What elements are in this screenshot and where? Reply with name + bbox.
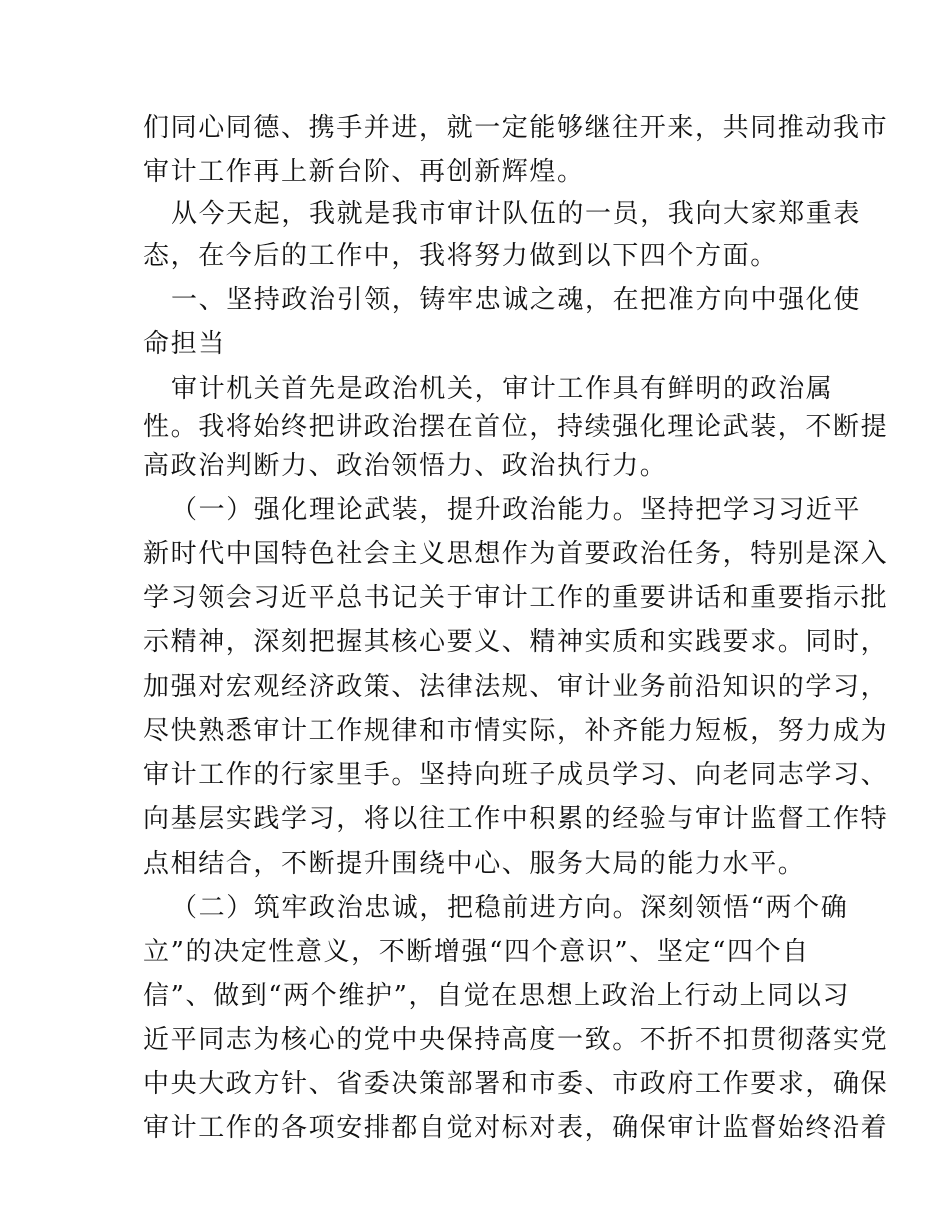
text-line: 态，在今后的工作中，我将努力做到以下四个方面。 <box>143 241 778 271</box>
text-line: 新时代中国特色社会主义思想作为首要政治任务，特别是深入 <box>143 539 889 569</box>
text-line: 审计工作的行家里手。坚持向班子成员学习、向老同志学习、 <box>143 760 889 790</box>
text-line: 中央大政方针、省委决策部署和市委、市政府工作要求，确保 <box>143 1069 889 1099</box>
text-line: 加强对宏观经济政策、法律法规、审计业务前沿知识的学习， <box>143 672 889 702</box>
text-line: 近平同志为核心的党中央保持高度一致。不折不扣贯彻落实党 <box>143 1025 889 1055</box>
text-line: 高政治判断力、政治领悟力、政治执行力。 <box>143 451 668 481</box>
section-heading-line: 一、坚持政治引领，铸牢忠诚之魂，在把准方向中强化使 <box>171 285 862 315</box>
text-line: 尽快熟悉审计工作规律和市情实际，补齐能力短板，努力成为 <box>143 716 889 746</box>
text-line: 立”的决定性意义，不断增强“四个意识”、坚定“四个自 <box>143 937 810 967</box>
text-line: 向基层实践学习，将以往工作中积累的经验与审计监督工作特 <box>143 804 889 834</box>
text-line: 性。我将始终把讲政治摆在首位，持续强化理论武装，不断提 <box>143 412 889 442</box>
text-line: 审计机关首先是政治机关，审计工作具有鲜明的政治属 <box>171 374 834 404</box>
text-line: 点相结合，不断提升围绕中心、服务大局的能力水平。 <box>143 849 806 879</box>
subsection-line: （一）强化理论武装，提升政治能力。坚持把学习习近平 <box>171 495 862 525</box>
subsection-line: （二）筑牢政治忠诚，把稳前进方向。深刻领悟“两个确 <box>171 893 849 923</box>
text-line: 审计工作的各项安排都自觉对标对表，确保审计监督始终沿着 <box>143 1113 889 1143</box>
text-line: 信”、做到“两个维护”，自觉在思想上政治上行动上同以习 <box>143 981 851 1011</box>
section-heading-line: 命担当 <box>143 329 226 359</box>
text-line: 学习领会习近平总书记关于审计工作的重要讲话和重要指示批 <box>143 583 889 613</box>
text-line: 们同心同德、携手并进，就一定能够继往开来，共同推动我市 <box>143 113 889 143</box>
text-line: 从今天起，我就是我市审计队伍的一员，我向大家郑重表 <box>171 199 862 229</box>
text-line: 审计工作再上新台阶、再创新辉煌。 <box>143 157 585 187</box>
text-line: 示精神，深刻把握其核心要义、精神实质和实践要求。同时， <box>143 627 889 657</box>
